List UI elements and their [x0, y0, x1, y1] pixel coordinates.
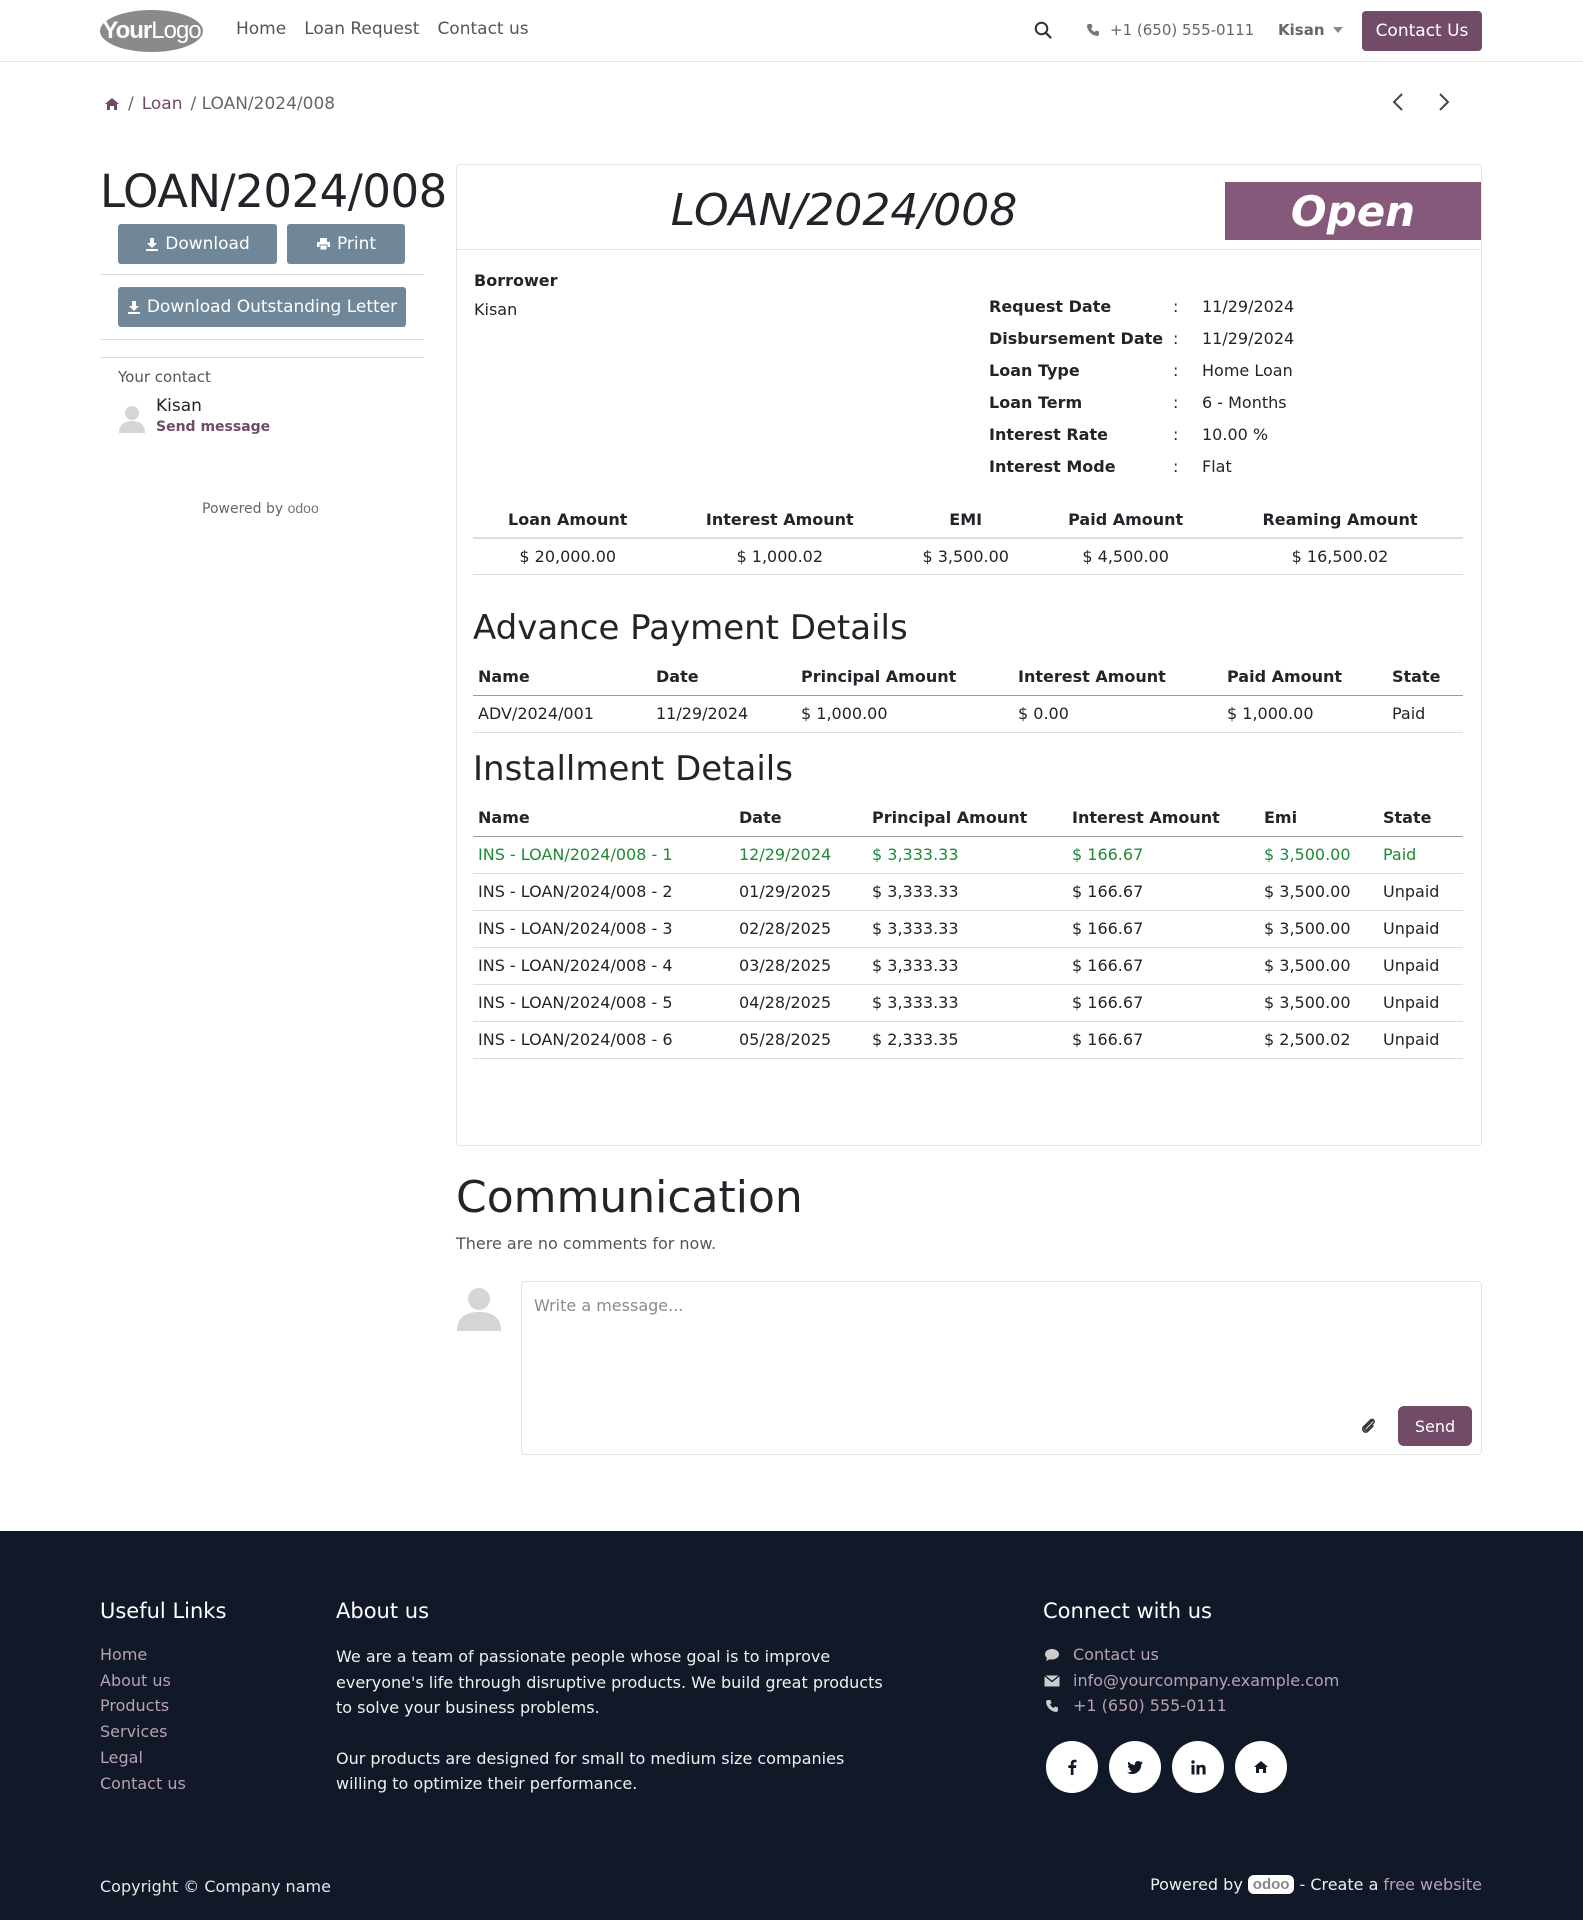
useful-links-list — [100, 1644, 186, 1794]
header-phone[interactable] — [1086, 21, 1254, 39]
facebook-icon[interactable] — [1046, 1741, 1098, 1793]
info-value: Home Loan — [1202, 361, 1293, 380]
cell-emi: $ 3,500.00 — [1259, 873, 1378, 910]
cell-state: Paid — [1378, 836, 1463, 873]
cell-name: INS - LOAN/2024/008 - 5 — [473, 984, 734, 1021]
powered-by-label: Powered by — [202, 501, 284, 517]
cell-state: Unpaid — [1378, 1021, 1463, 1058]
contact-us-button[interactable]: Contact Us — [1362, 11, 1482, 51]
home-icon[interactable] — [1235, 1741, 1287, 1793]
remaining-amount-value: $ 16,500.02 — [1217, 538, 1463, 574]
user-avatar — [456, 1286, 502, 1332]
cell-emi: $ 3,500.00 — [1259, 947, 1378, 984]
cell-date: 02/28/2025 — [734, 910, 867, 947]
breadcrumb-separator: / — [128, 94, 134, 114]
home-icon[interactable] — [104, 97, 120, 111]
your-contact-label: Your contact — [118, 368, 211, 386]
message-composer — [521, 1281, 1482, 1455]
loan-card-header — [457, 165, 1481, 250]
no-comments-text: There are no comments for now. — [456, 1234, 717, 1253]
cell-date: 04/28/2025 — [734, 984, 867, 1021]
linkedin-icon[interactable] — [1172, 1741, 1224, 1793]
download-icon — [127, 300, 141, 314]
col-date: Date — [734, 800, 867, 836]
cell-date: 12/29/2024 — [734, 836, 867, 873]
table-row — [473, 910, 1463, 947]
connect-list — [1043, 1644, 1339, 1717]
logo-text-bold: Your — [102, 17, 152, 44]
loan-amount-value: $ 20,000.00 — [473, 538, 663, 574]
cell-interest: $ 166.67 — [1067, 873, 1259, 910]
info-separator: : — [1173, 393, 1179, 412]
footer-contact-link[interactable] — [1043, 1644, 1339, 1666]
col-principal: Principal Amount — [796, 659, 1013, 695]
create-a-label: - Create a — [1299, 1875, 1379, 1894]
info-interest-rate — [989, 425, 1268, 444]
installment-table — [473, 800, 1463, 1059]
col-paid-amount: Paid Amount — [1034, 498, 1217, 538]
social-links — [1046, 1741, 1287, 1793]
cell-date: 03/28/2025 — [734, 947, 867, 984]
col-paid: Paid Amount — [1222, 659, 1387, 695]
cell-paid: $ 1,000.00 — [1222, 695, 1387, 732]
info-separator: : — [1173, 297, 1179, 316]
cell-date: 01/29/2025 — [734, 873, 867, 910]
phone-icon — [1043, 1698, 1061, 1714]
cell-interest: $ 166.67 — [1067, 947, 1259, 984]
table-header-row — [473, 800, 1463, 836]
record-pager — [1392, 92, 1450, 112]
print-button[interactable] — [287, 224, 405, 264]
paid-amount-value: $ 4,500.00 — [1034, 538, 1217, 574]
footer-email[interactable] — [1043, 1670, 1339, 1692]
col-date: Date — [651, 659, 796, 695]
odoo-logo[interactable]: odoo — [287, 500, 319, 516]
cell-name: ADV/2024/001 — [473, 695, 651, 732]
cell-emi: $ 3,500.00 — [1259, 984, 1378, 1021]
about-us-title: About us — [336, 1599, 430, 1623]
top-navbar — [0, 0, 1583, 62]
cell-interest: $ 166.67 — [1067, 984, 1259, 1021]
free-website-link[interactable]: free website — [1383, 1875, 1482, 1894]
email-label: info@yourcompany.example.com — [1073, 1670, 1340, 1690]
powered-by-label: Powered by — [1150, 1875, 1243, 1894]
cell-principal: $ 3,333.33 — [867, 836, 1067, 873]
send-button[interactable]: Send — [1398, 1406, 1472, 1446]
comment-icon — [1043, 1647, 1061, 1663]
loan-title: LOAN/2024/008 — [670, 185, 1018, 236]
table-row — [473, 947, 1463, 984]
info-label: Loan Term — [989, 393, 1083, 412]
cell-state: Unpaid — [1378, 947, 1463, 984]
cell-principal: $ 3,333.33 — [867, 947, 1067, 984]
info-value: 6 - Months — [1202, 393, 1287, 412]
nav-loan-request[interactable]: Loan Request — [304, 19, 420, 39]
logo-text-thin: Logo — [151, 17, 201, 44]
info-value: 11/29/2024 — [1202, 297, 1295, 316]
cell-emi: $ 3,500.00 — [1259, 836, 1378, 873]
footer-powered-by — [1150, 1875, 1482, 1894]
info-value: 10.00 % — [1202, 425, 1269, 444]
info-label: Request Date — [989, 297, 1112, 316]
info-value: Flat — [1202, 457, 1232, 476]
col-state: State — [1387, 659, 1463, 695]
footer-phone[interactable] — [1043, 1695, 1339, 1717]
info-separator: : — [1173, 329, 1179, 348]
table-row — [473, 538, 1463, 574]
cell-date: 05/28/2025 — [734, 1021, 867, 1058]
cell-date: 11/29/2024 — [651, 695, 796, 732]
header-phone-number: +1 (650) 555-0111 — [1110, 21, 1255, 39]
footer — [0, 1531, 1583, 1920]
table-row — [473, 836, 1463, 873]
info-separator: : — [1173, 457, 1179, 476]
communication-title: Communication — [456, 1172, 803, 1223]
cell-state: Unpaid — [1378, 910, 1463, 947]
info-label: Loan Type — [989, 361, 1080, 380]
col-emi: EMI — [897, 498, 1034, 538]
sidebar-divider — [100, 274, 424, 275]
cell-interest: $ 166.67 — [1067, 836, 1259, 873]
about-us-text — [336, 1644, 896, 1797]
cell-principal: $ 3,333.33 — [867, 910, 1067, 947]
col-loan-amount: Loan Amount — [473, 498, 663, 538]
col-principal: Principal Amount — [867, 800, 1067, 836]
cell-principal: $ 2,333.35 — [867, 1021, 1067, 1058]
info-label: Interest Mode — [989, 457, 1116, 476]
copyright-text: Copyright © Company name — [100, 1877, 331, 1896]
breadcrumb-loan[interactable]: Loan — [141, 94, 183, 114]
col-emi: Emi — [1259, 800, 1378, 836]
download-letter-label: Download Outstanding Letter — [146, 297, 398, 317]
chevron-right-icon[interactable] — [1438, 92, 1450, 112]
cell-state: Unpaid — [1378, 873, 1463, 910]
sidebar-powered-by — [202, 500, 319, 517]
table-row — [473, 695, 1463, 732]
borrower-label: Borrower — [474, 271, 558, 290]
footer-link-about[interactable]: About us — [100, 1670, 171, 1690]
info-request-date — [989, 297, 1294, 316]
company-logo[interactable] — [100, 10, 203, 52]
nav-home[interactable]: Home — [236, 19, 287, 39]
installment-title: Installment Details — [473, 749, 793, 789]
advance-payment-table — [473, 659, 1463, 733]
sidebar-divider — [100, 339, 424, 340]
advance-payment-title: Advance Payment Details — [473, 608, 908, 648]
cell-emi: $ 2,500.02 — [1259, 1021, 1378, 1058]
download-icon — [145, 237, 159, 251]
contact-name: Kisan — [156, 396, 202, 416]
table-row — [473, 1021, 1463, 1058]
col-name: Name — [473, 800, 734, 836]
user-dropdown[interactable] — [1278, 21, 1343, 39]
caret-down-icon — [1333, 27, 1343, 33]
cell-emi: $ 3,500.00 — [1259, 910, 1378, 947]
col-name: Name — [473, 659, 651, 695]
envelope-icon — [1043, 1673, 1061, 1689]
col-remaining-amount: Reaming Amount — [1217, 498, 1463, 538]
info-separator: : — [1173, 425, 1179, 444]
table-header-row — [473, 659, 1463, 695]
info-separator: : — [1173, 361, 1179, 380]
phone-icon — [1086, 23, 1100, 37]
table-header-row — [473, 498, 1463, 538]
borrower-name: Kisan — [474, 300, 518, 319]
chevron-left-icon[interactable] — [1392, 92, 1404, 112]
cell-principal: $ 3,333.33 — [867, 873, 1067, 910]
status-badge: Open — [1225, 182, 1481, 240]
cell-name: INS - LOAN/2024/008 - 6 — [473, 1021, 734, 1058]
useful-links-title: Useful Links — [100, 1599, 227, 1623]
cell-principal: $ 3,333.33 — [867, 984, 1067, 1021]
sidebar-title: LOAN/2024/008 — [100, 165, 447, 218]
cell-state: Unpaid — [1378, 984, 1463, 1021]
download-outstanding-letter-button[interactable] — [118, 287, 406, 327]
user-name: Kisan — [1278, 21, 1325, 39]
nav-contact-us[interactable]: Contact us — [437, 19, 529, 39]
print-label: Print — [336, 234, 377, 254]
print-icon — [316, 237, 331, 251]
loan-summary-table — [473, 498, 1463, 575]
info-loan-term — [989, 393, 1287, 412]
cell-principal: $ 1,000.00 — [796, 695, 1013, 732]
download-button[interactable] — [118, 224, 277, 264]
search-icon[interactable] — [1034, 21, 1052, 39]
table-row — [473, 984, 1463, 1021]
about-paragraph-1: We are a team of passionate people whose goal is to improve everyone's life through disruptive products. We build great products to solve your business problems. — [336, 1647, 883, 1718]
connect-title: Connect with us — [1043, 1599, 1212, 1623]
cell-interest: $ 0.00 — [1013, 695, 1222, 732]
breadcrumb — [104, 94, 335, 114]
phone-label: +1 (650) 555-0111 — [1073, 1696, 1227, 1716]
twitter-icon[interactable] — [1109, 1741, 1161, 1793]
info-loan-type — [989, 361, 1293, 380]
footer-link-services[interactable]: Services — [100, 1722, 168, 1742]
footer-link-products[interactable]: Products — [100, 1696, 170, 1716]
send-message-link[interactable]: Send message — [156, 419, 271, 435]
info-label: Interest Rate — [989, 425, 1108, 444]
interest-amount-value: $ 1,000.02 — [663, 538, 898, 574]
col-state: State — [1378, 800, 1463, 836]
cell-interest: $ 166.67 — [1067, 910, 1259, 947]
contact-link-label: Contact us — [1073, 1645, 1159, 1664]
emi-value: $ 3,500.00 — [897, 538, 1034, 574]
footer-link-home[interactable]: Home — [100, 1645, 148, 1664]
download-label: Download — [165, 234, 250, 254]
cell-interest: $ 166.67 — [1067, 1021, 1259, 1058]
message-input[interactable] — [522, 1282, 1481, 1402]
footer-link-legal[interactable]: Legal — [100, 1747, 143, 1767]
contact-avatar — [118, 404, 146, 434]
paperclip-icon[interactable] — [1360, 1417, 1378, 1435]
col-interest-amount: Interest Amount — [663, 498, 898, 538]
cell-name: INS - LOAN/2024/008 - 1 — [473, 836, 734, 873]
sidebar-divider — [100, 357, 424, 358]
cell-name: INS - LOAN/2024/008 - 4 — [473, 947, 734, 984]
col-interest: Interest Amount — [1067, 800, 1259, 836]
info-label: Disbursement Date — [989, 329, 1164, 348]
info-value: 11/29/2024 — [1202, 329, 1295, 348]
table-row — [473, 873, 1463, 910]
cell-name: INS - LOAN/2024/008 - 3 — [473, 910, 734, 947]
cell-state: Paid — [1387, 695, 1463, 732]
col-interest: Interest Amount — [1013, 659, 1222, 695]
info-interest-mode — [989, 457, 1232, 476]
cell-name: INS - LOAN/2024/008 - 2 — [473, 873, 734, 910]
info-disbursement-date — [989, 329, 1294, 348]
footer-link-contact[interactable]: Contact us — [100, 1773, 186, 1793]
main-nav — [236, 19, 529, 39]
breadcrumb-current: / LOAN/2024/008 — [190, 94, 336, 114]
odoo-logo[interactable]: odoo — [1248, 1875, 1295, 1894]
about-paragraph-2: Our products are designed for small to medium size companies willing to optimize their performance. — [336, 1748, 845, 1794]
